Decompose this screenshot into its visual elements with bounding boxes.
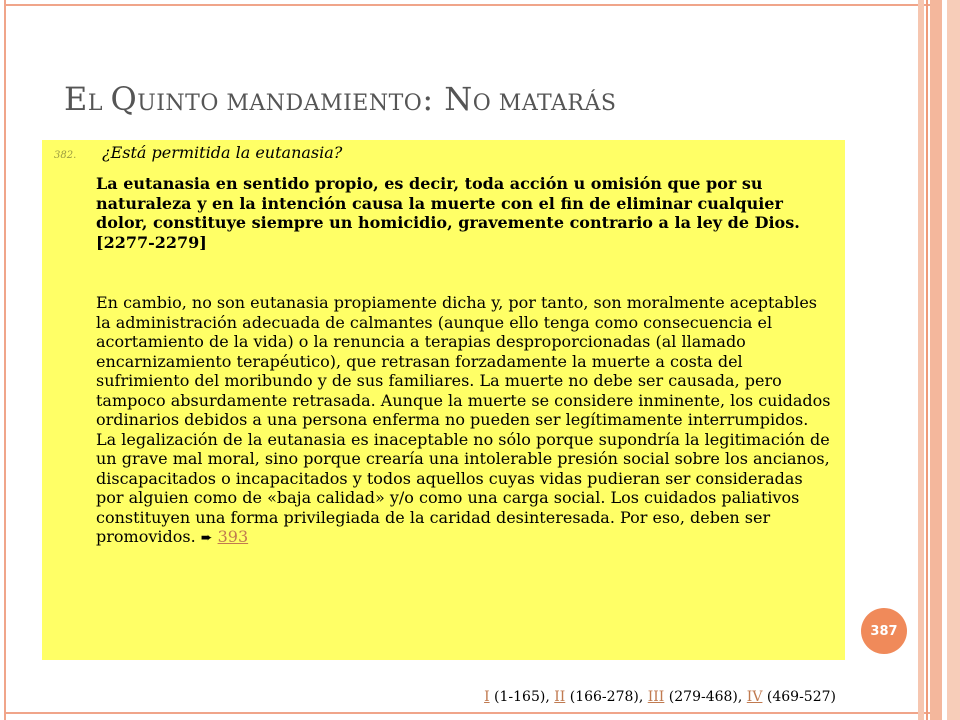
answer-bold-paragraph: La eutanasia en sentido propio, es decir, toda acción u omisión que por su naturaleza y en la intención causa la muerte con el fin de eliminar cualquier dolor, constituye siempre un homicidio, gravemente contrario a la ley de Dios. [2277-2279] xyxy=(96,174,800,252)
title-part: E xyxy=(64,80,88,118)
decor-stripe xyxy=(918,0,924,720)
footer-range-2: (166-278), xyxy=(569,689,648,705)
decor-stripe xyxy=(947,0,960,720)
footer-section-links xyxy=(484,689,836,705)
title-part: N xyxy=(444,80,473,118)
footer-range-4: (469-527) xyxy=(766,689,836,705)
page-number-badge: 387 xyxy=(861,608,907,654)
cross-reference-link[interactable]: 393 xyxy=(217,527,249,546)
answer-body-text: En cambio, no son eutanasia propiamente dicha y, por tanto, son moralmente aceptables la administración adecuada de calmantes (aunque ello tenga como consecuencia el acortamiento de la vida) o la renuncia a terapias desproporcionadas (al llamado encarnizamiento terapéutico), que retrasan forzadamente la muerte a costa del sufrimiento del moribundo y de sus familiares. La muerte no debe ser causada, pero tampoco absurdamente retrasada. Aunque la muerte se considere inminente, los cuidados ordinarios debidos a una persona enferma no pueden ser legítimamente interrumpidos. La legalización de la eutanasia es inaceptable no sólo porque supondría la legitimación de un grave mal moral, sino porque crearía una intolerable presión social sobre los ancianos, discapacitados o incapacitados y todos aquellos cuyas vidas pudieran ser consideradas por alguien como de «baja calidad» y/o como una carga social. Los cuidados paliativos constituyen una forma privilegiada de la caridad desinteresada. Por eso, deben ser promovidos. xyxy=(96,293,831,546)
footer-link-part-1[interactable]: I xyxy=(484,689,490,705)
footer-link-part-4[interactable]: IV xyxy=(746,689,763,705)
title-part: Q xyxy=(110,80,138,118)
question-text: ¿Está permitida la eutanasia? xyxy=(102,143,343,162)
arrow-right-icon: ➨ xyxy=(200,530,213,546)
decor-stripe xyxy=(930,0,942,720)
title-part: L xyxy=(87,91,111,116)
title-part: : xyxy=(422,80,445,118)
title-part: O MATARÁS xyxy=(472,91,617,116)
answer-body-paragraph xyxy=(96,293,831,549)
slide-frame-bottom xyxy=(4,712,930,714)
footer-range-1: (1-165), xyxy=(494,689,555,705)
slide-title xyxy=(64,80,864,118)
slide-frame-left xyxy=(4,0,6,720)
title-part: UINTO MANDAMIENTO xyxy=(137,91,423,116)
slide-frame-top xyxy=(4,4,930,6)
question-number: 382. xyxy=(54,150,77,161)
footer-link-part-3[interactable]: III xyxy=(647,689,665,705)
decor-stripe xyxy=(926,0,928,720)
footer-link-part-2[interactable]: II xyxy=(554,689,566,705)
footer-range-3: (279-468), xyxy=(668,689,747,705)
